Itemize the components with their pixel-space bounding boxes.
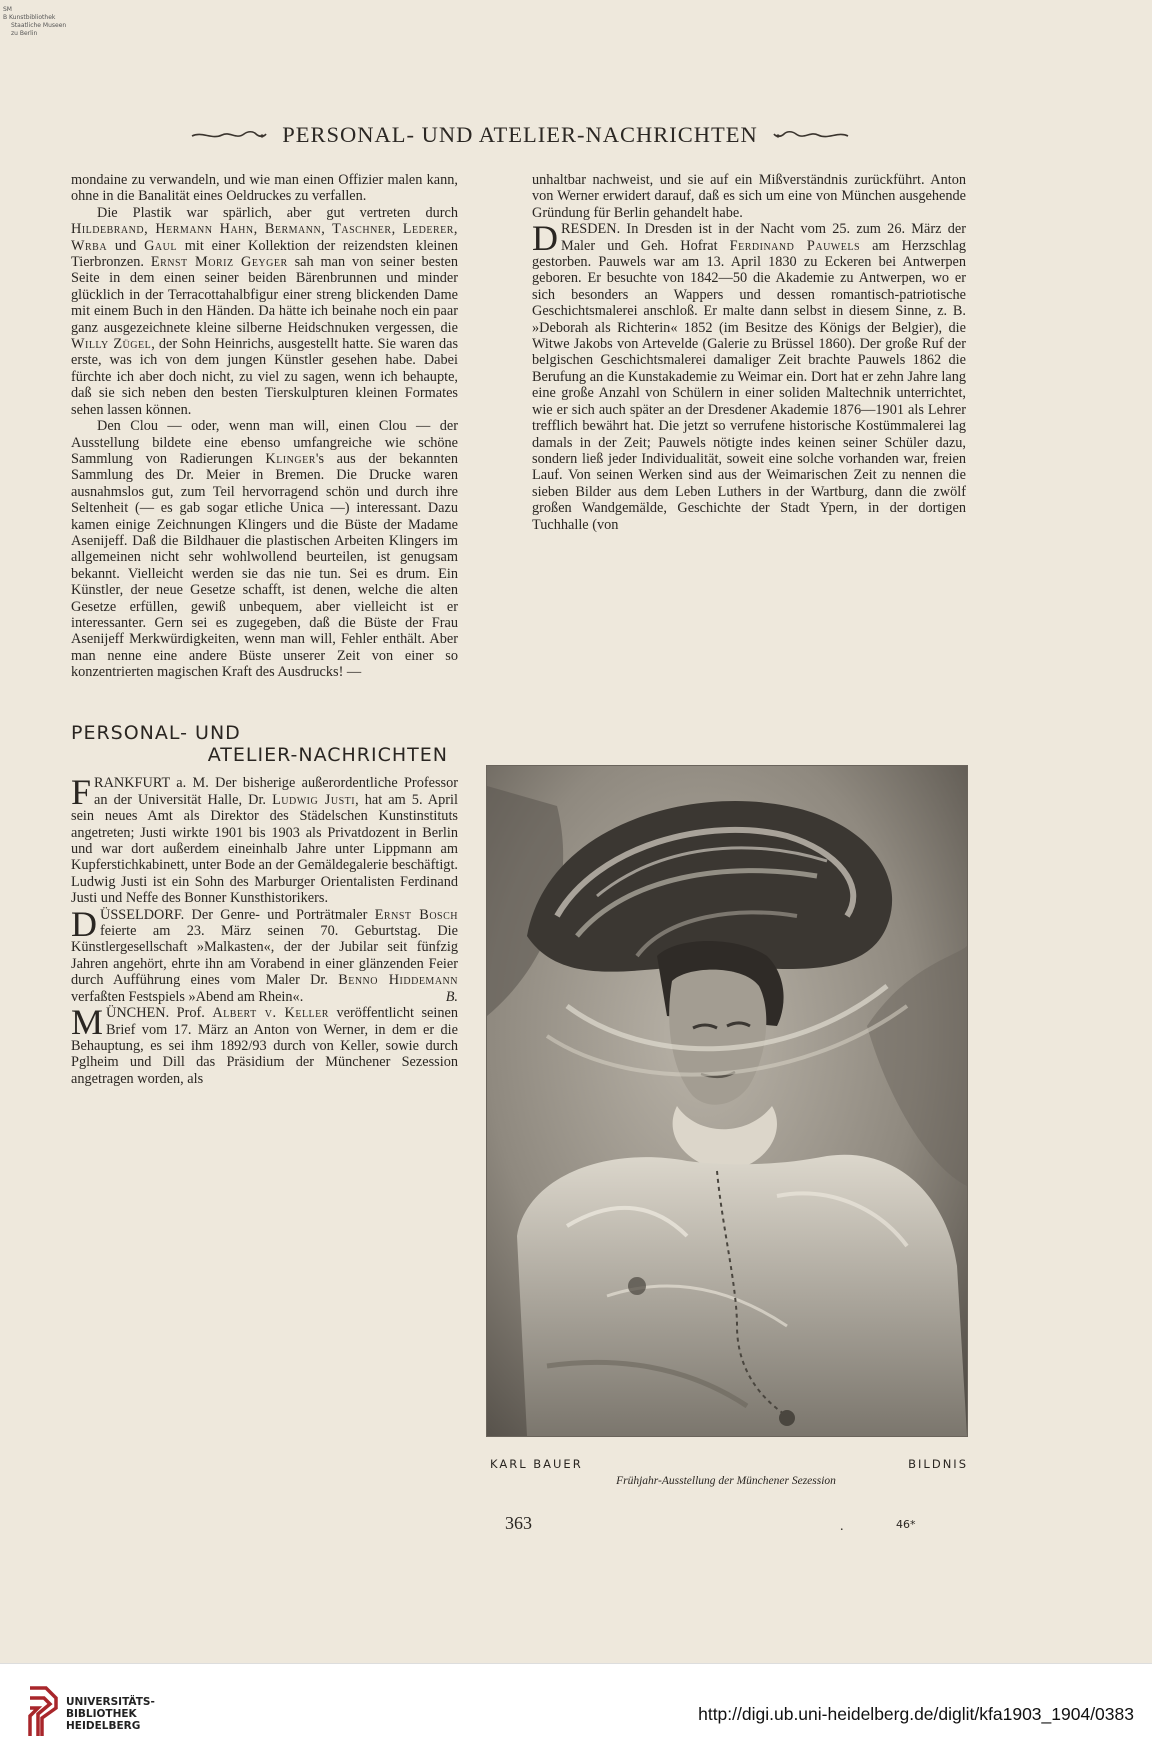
text-run: Die Plastik war spärlich, aber gut vertreten durch — [97, 204, 458, 221]
person-name: Benno Hiddemann — [338, 972, 458, 989]
text-run: mit einer Kollektion der reizendsten kleinen Tierbronzen. — [71, 237, 459, 271]
paragraph-sculpture — [71, 205, 458, 418]
entry-duesseldorf — [71, 903, 458, 1005]
left-column — [71, 172, 458, 1087]
caption-artist: KARL BAUER — [490, 1457, 583, 1471]
section-title-line-1: PERSONAL- UND — [71, 721, 241, 744]
paragraph: unhaltbar nachweist, und sie auf ein Mißverständnis zurückführt. Anton von Werner erwidert darauf, daß es sich um eine von München ausgehende Gründung für Berlin gehandelt habe. — [532, 172, 966, 221]
library-logo-text — [66, 1696, 155, 1732]
artist-name: Klinger — [265, 450, 316, 467]
person-name: Ernst Bosch — [374, 906, 458, 923]
stamp-line: Staatliche Museen — [11, 22, 67, 29]
page-number: 363 — [505, 1513, 532, 1533]
text-run: sah man von seiner besten Seite in dem einen seiner beiden Bärenbrunnen und minder glücklich in der Terracottahalbfigur einer streng blickenden Dame mit einem Buch in den Händen. Da hätte ich beinahe noch ein paar ganz ausgezeichnete kleine silberne Heidschnuken vergessen, die — [71, 254, 458, 336]
text-run: am Herzschlag gestorben. Pauwels war am 13. April 1830 zu Eckeren bei Antwerpen geboren. Er besuchte von 1842—50 die Akademie zu Antwerpen, wo er sich besonders an Wappers und dessen romantisch-patriotische Geschichtsmalerei anschloß. Er malte dann selbst in diesem Sinne, z. B. »Deborah als Richterin« 1852 (im Besitze des Königs der Belgier), die Witwe Jakobs von Artevelde (Galerie zu Brüssel 1860). Der große Ruf der belgischen Geschichtsmalerei damaliger Zeit brachte Pauwels 1862 die Berufung an die Kunstakademie zu Weimar ein. Dort hat er zehn Jahre lang eine große Anzahl von Schülern in einer soliden Maltechnik unterrichtet, wie er sich auch später an der Dresdener Akademie 1876—1901 als Lehrer trefflich bewährt hat. Die jetzt so verrufene historische Kostümmalerei lag damals in der Zeit; Pauwels nötigte indes keinen seiner Schüler dazu, sondern ließ jeder Individualität, soweit eine solche vorhanden war, freien Lauf. Von seinen Werken sind aus der Weimarischen Zeit zu nennen die sieben Bilder aus dem Leben Luthers in der Wartburg, dann die zwölf großen Wandgemälde, Geschichte der Stadt Ypern, in der dortigen Tuchhalle (von — [532, 237, 966, 533]
university-library-logo-icon — [26, 1684, 60, 1740]
logo-line: BIBLIOTHEK — [66, 1708, 137, 1720]
text-run: , der Sohn Heinrichs, ausgestellt hatte. Sie waren das erste, was ich von dem jungen Künstler gesehen habe. Dabei fürchte ich aber doch nicht, zu viel zu sagen, wenn ich behaupte, daß sie sich neben den besten Tierskulpturen kleinen Formates sehen lassen können. — [71, 336, 459, 418]
text-run: Den Clou — oder, wenn man will, einen Clou — der Ausstellung bildete eine ebenso umfangreiche wie schöne Sammlung von Radierungen — [71, 418, 458, 467]
artist-name: Gaul — [144, 237, 177, 254]
stamp-line: zu Berlin — [11, 30, 38, 37]
sheet-signature: 46* — [896, 1518, 916, 1531]
entry-muenchen — [71, 1002, 459, 1087]
entry-frankfurt — [71, 772, 458, 907]
right-column — [532, 172, 966, 533]
text-run: ÜNCHEN. Prof. — [106, 1005, 213, 1022]
portrait-painting-image — [487, 766, 967, 1436]
author-signature: B. — [445, 988, 458, 1005]
text-run: und — [107, 237, 145, 254]
text-run: feierte am 23. März seinen 70. Geburtstag. Die Künstlergesellschaft »Malkasten«, der der Jubilar seit fünfzig Jahren angehört, ehrte ihn am Vorabend in einer glänzenden Feier durch Aufführung eines vom Maler Dr. — [71, 923, 458, 989]
stamp-line: B Kunstbibliothek — [3, 14, 56, 21]
text-run: veröffentlicht seinen Brief vom 17. März an Anton von Werner, in dem er die Behauptung, es sei ihm 1892/93 durch von Keller, sowie durch Pglheim und Dill das Präsidium der Münchener Sezession angetragen worden, als — [71, 1005, 459, 1087]
logo-line: UNIVERSITÄTS- — [66, 1696, 155, 1708]
library-stamp — [3, 6, 93, 38]
paragraph-klinger — [71, 418, 458, 681]
drop-cap: M — [71, 1002, 104, 1043]
person-name: Ferdinand Pauwels — [729, 237, 861, 254]
text-run: , hat am 5. April sein neues Amt als Direktor des Städelschen Kunstinstituts angetreten; Justi wirkte 1901 bis 1903 als Privatdozent in Berlin und war dort außerdem eineinhalb Jahre unter Lippmann am Kupferstichkabinett, unter Bode an der Gemäldegalerie beschäftigt. Ludwig Justi ist ein Sohn des Marburger Orientalisten Ferdinand Justi und Neffe des Bonner Kunsthistorikers. — [71, 791, 458, 907]
artist-names: Hildebrand, Hermann Hahn, Bermann, Taschner, Lederer, Wrba — [71, 221, 458, 254]
caption-subtitle: Frühjahr-Ausstellung der Münchener Sezession — [616, 1475, 836, 1487]
left-ornament-icon — [190, 127, 268, 143]
drop-cap: D — [532, 218, 558, 259]
artist-name: Willy Zügel — [71, 336, 152, 353]
person-name: Ludwig Justi — [272, 791, 356, 808]
drop-cap: D — [71, 903, 97, 944]
page-dot: . — [840, 1519, 844, 1534]
caption-title: BILDNIS — [908, 1457, 968, 1471]
paragraph: mondaine zu verwandeln, und wie man einen Offizier malen kann, ohne in die Banalität eines Oeldruckes zu verfallen. — [71, 172, 458, 205]
running-header — [160, 120, 880, 150]
text-run: verfaßten Festspiels »Abend am Rhein«. — [71, 988, 304, 1005]
drop-cap: F — [71, 772, 92, 813]
right-ornament-icon — [772, 127, 850, 143]
section-title-line-2: ATELIER-NACHRICHTEN — [207, 744, 448, 766]
permalink-url[interactable]: http://digi.ub.uni-heidelberg.de/diglit/kfa1903_1904/0383 — [698, 1704, 1134, 1724]
text-run: RANKFURT a. M. Der bisherige außerordentliche Professor an der Universität Halle, Dr. — [94, 775, 458, 808]
person-name: Albert v. Keller — [212, 1005, 329, 1022]
portrait-illustration — [486, 765, 968, 1437]
viewer-footer — [0, 1663, 1152, 1760]
entry-dresden — [532, 218, 966, 533]
figure-caption — [490, 1457, 968, 1471]
text-run: RESDEN. In Dresden ist in der Nacht vom 25. zum 26. März der Maler und Geh. Hofrat — [561, 221, 966, 254]
artist-name: Ernst Moriz Geyger — [150, 254, 288, 271]
stamp-line: SM — [3, 6, 12, 13]
page-header-title: PERSONAL- UND ATELIER-NACHRICHTEN — [282, 122, 758, 147]
text-run: ÜSSELDORF. Der Genre- und Porträtmaler — [100, 906, 375, 923]
text-run: 's aus der bekannten Sammlung des Dr. Meier in Bremen. Die Drucke waren ausnahmslos gut, zum Teil hervorragend schön und durch ihre Seltenheit (— es gab sogar etliche Unica —) interessant. Dazu kamen einige Zeichnungen Klingers und die Büste der Madame Asenijeff. Daß die Bildhauer die plastischen Arbeiten Klingers im allgemeinen nicht sehr wohlwollend beurteilen, ist genugsam bekannt. Vielleicht werden sie das nie tun. Sei es drum. Ein Künstler, der neue Gesetze schafft, ist denen, welche die alten Gesetze erfüllen, gewiß unbequem, aber vielleicht ist er interessanter. Gern sei es zugegeben, daß die Büste der Frau Asenijeff Merkwürdigkeiten, wenn man will, Fehler enthält. Aber man nenne eine andere Büste unserer Zeit von einer so konzentrierten magischen Kraft des Ausdrucks! — — [71, 450, 458, 681]
logo-line: HEIDELBERG — [66, 1720, 141, 1732]
